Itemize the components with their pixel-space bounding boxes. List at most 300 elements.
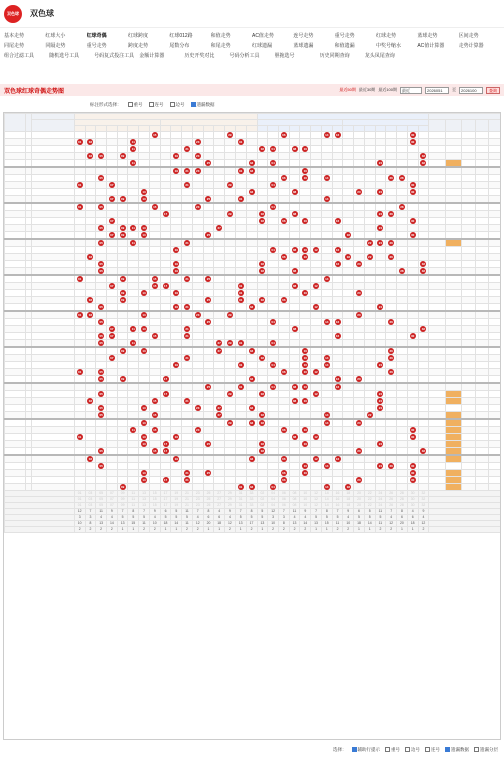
miss-cell [321,146,332,153]
miss-cell [160,225,171,232]
miss-cell [74,412,85,420]
red-ball: 13 [142,190,146,194]
checkbox-icon[interactable] [352,747,357,752]
miss-cell [278,463,289,470]
red-ball: 11 [131,428,135,432]
hit-cell [96,175,107,182]
hit-cell [171,304,182,312]
miss-cell [171,218,182,225]
miss-cell [300,311,311,319]
prediction-cell: 14 [321,491,332,497]
hit-cell [278,297,289,304]
miss-cell [397,412,408,420]
stat-cell: 18 [214,521,225,527]
recent-30-link[interactable]: 最近30期 [358,87,376,92]
span-cell [476,369,489,376]
hit-cell [160,448,171,456]
miss-cell [235,175,246,182]
recent-50-link[interactable]: 最近50期 [339,87,356,92]
bottom-option-edge[interactable]: 边号 [405,747,420,753]
miss-cell [235,441,246,448]
miss-cell [203,369,214,376]
nav-item[interactable]: 红球大小 [45,32,66,39]
miss-cell [343,160,354,168]
hit-cell [332,261,343,268]
miss-cell [149,153,160,160]
red-ball: 20 [357,377,361,381]
checkbox-icon[interactable] [405,747,410,752]
miss-cell [117,146,128,153]
miss-cell [235,218,246,225]
miss-cell [289,203,300,211]
red-ball: 09 [120,377,125,381]
odd-even-ratio-cell [446,419,462,427]
option-consecutive[interactable]: 连号 [149,102,164,108]
miss-cell [289,290,300,297]
odd-even-ratio-cell [446,153,462,160]
size-ratio-cell [429,383,446,391]
miss-cell [418,333,429,340]
nav-item[interactable]: 号码复式投注工具 [94,52,135,59]
period-cell [5,304,26,312]
hit-cell [149,132,160,139]
miss-cell [386,153,397,160]
miss-cell [214,391,225,398]
miss-cell [343,175,354,182]
miss-cell [268,139,279,146]
from-period-input[interactable]: 2026051 [425,87,449,94]
span-cell [476,427,489,434]
miss-cell [311,232,322,240]
red-ball: 31 [238,298,243,302]
nav-item[interactable]: 连号走势 [293,32,314,39]
red-ball: 01 [77,205,82,209]
nav-item[interactable]: AC值计算器 [417,42,445,49]
nav-item[interactable]: 同尾走势 [4,42,25,49]
blue-cell [25,376,32,384]
miss-cell [117,398,128,405]
red-ball: 28 [400,205,404,209]
hit-cell [321,484,332,491]
span-cell [476,419,489,427]
miss-cell [74,376,85,384]
miss-cell [397,146,408,153]
red-ball: 13 [142,435,146,439]
miss-cell [214,283,225,290]
miss-cell [289,132,300,139]
nav-item[interactable]: 蓝球走势 [417,32,438,39]
bottom-option-consecutive[interactable]: 连号 [425,747,440,753]
red-ball: 15 [153,413,157,417]
nav-item[interactable]: 随机选号工具 [49,52,80,59]
prediction-cell: 08 [289,503,300,509]
miss-cell [235,182,246,189]
miss-cell [300,319,311,326]
miss-cell [321,211,332,218]
prediction-cell: 12 [311,497,322,503]
miss-cell [257,239,268,247]
hit-cell [257,218,268,225]
nav-item[interactable]: 区间走势 [458,32,479,39]
miss-cell [74,261,85,268]
red-ball: 26 [389,370,393,374]
sum-cell [462,290,476,297]
red-ball: 32 [421,327,426,331]
miss-cell [171,297,182,304]
miss-cell [407,146,418,153]
miss-cell [182,448,193,456]
miss-cell [386,167,397,175]
table-row [5,297,502,304]
miss-cell [192,362,203,369]
nav-item[interactable]: 红球跨度 [127,32,148,39]
nav-item[interactable]: 重号走势 [86,42,107,49]
nav-item[interactable]: AC值走势 [251,32,274,39]
miss-cell [74,319,85,326]
span-cell [476,196,489,204]
red-ball: 09 [120,154,125,158]
prediction-cell: 06 [278,503,289,509]
hit-cell [128,160,139,168]
miss-cell [321,239,332,247]
draw-numbers-cell [32,326,74,333]
span-cell [476,283,489,290]
miss-cell [311,160,322,168]
nav-item[interactable]: 红球走势 [375,32,396,39]
hit-cell [139,311,150,319]
miss-cell [246,326,257,333]
miss-cell [375,203,386,211]
nav-item[interactable]: 历史同期查询 [319,52,350,59]
miss-cell [214,477,225,484]
miss-cell [311,225,322,232]
red-ball: 03 [88,313,93,317]
red-ball: 05 [99,392,103,396]
hit-cell [268,182,279,189]
ac-cell [488,211,501,218]
miss-cell [332,347,343,355]
table-row [5,254,502,261]
checkbox-icon[interactable] [445,747,450,752]
nav-item[interactable]: 红球012路 [169,32,193,39]
miss-cell [106,319,117,326]
hit-cell [407,333,418,340]
miss-cell [257,311,268,319]
miss-cell [139,427,150,434]
hit-cell [289,383,300,391]
prediction-cell: 12 [311,503,322,509]
miss-cell [203,340,214,348]
red-ball: 33 [249,305,254,309]
miss-cell [397,376,408,384]
miss-cell [74,247,85,254]
checkbox-icon[interactable] [425,747,430,752]
red-ball: 15 [153,205,157,209]
miss-cell [289,347,300,355]
nav-item[interactable]: 基本走势 [4,32,25,39]
hit-cell [225,311,236,319]
prediction-cell: 27 [214,503,225,509]
stat-cell: 8 [321,509,332,515]
miss-cell [375,297,386,304]
period-cell [5,391,26,398]
miss-cell [246,182,257,189]
miss-cell [203,268,214,276]
miss-cell [235,376,246,384]
miss-cell [407,405,418,412]
miss-cell [278,412,289,420]
prediction-cell: 32 [418,497,429,503]
miss-cell [106,383,117,391]
hit-cell [332,383,343,391]
miss-cell [332,239,343,247]
nav-item[interactable]: 和尾走势 [210,42,231,49]
miss-cell [160,304,171,312]
prediction-cell: 08 [289,491,300,497]
stat-cell: 4 [418,515,429,521]
miss-cell [386,247,397,254]
prediction-cell: 32 [418,491,429,497]
hit-cell [321,355,332,362]
miss-cell [375,484,386,491]
ac-cell [488,275,501,283]
query-button[interactable]: 查询 [486,87,500,94]
miss-cell [192,268,203,276]
miss-cell [117,448,128,456]
miss-cell [397,304,408,312]
miss-cell [182,463,193,470]
miss-cell [407,175,418,182]
miss-cell [375,477,386,484]
bottom-option-layer[interactable]: 遗漏分层 [474,747,498,753]
miss-cell [397,355,408,362]
draw-numbers-cell [32,463,74,470]
miss-cell [182,405,193,412]
checkbox-icon[interactable] [385,747,390,752]
table-row [5,160,502,168]
miss-cell [354,268,365,276]
option-repeat[interactable]: 重号 [128,102,143,108]
miss-cell [289,405,300,412]
blue-cell [25,326,32,333]
miss-cell [364,175,375,182]
nav-item[interactable]: 红球遗漏 [251,42,272,49]
hit-cell [235,139,246,146]
bottom-option-missing[interactable]: 遗漏数据 [445,747,469,753]
miss-cell [182,153,193,160]
miss-cell [214,484,225,491]
miss-cell [139,412,150,420]
hit-cell [268,383,279,391]
sum-cell [462,189,476,196]
prediction-cell: 11 [128,497,139,503]
hit-cell [311,391,322,398]
ac-cell [488,247,501,254]
table-row [5,261,502,268]
red-ball: 23 [196,313,200,317]
stat-cell: 2 [182,527,193,533]
trend-table-container[interactable] [3,112,501,740]
nav-item[interactable]: 蓝球遗漏 [293,42,314,49]
span-cell [476,340,489,348]
checkbox-icon[interactable] [191,102,196,107]
hit-cell [289,398,300,405]
miss-cell [214,333,225,340]
ac-cell [488,290,501,297]
nav-item[interactable]: 号码分析工具 [229,52,260,59]
checkbox-icon[interactable] [474,747,479,752]
miss-cell [246,196,257,204]
miss-cell [74,405,85,412]
size-ratio-cell [429,203,446,211]
miss-cell [192,441,203,448]
stat-cell: 6 [354,509,365,515]
ac-cell [488,254,501,261]
period-select[interactable]: 最近 [400,87,422,94]
hit-cell [74,182,85,189]
hit-cell [246,405,257,412]
red-ball: 05 [99,320,103,324]
red-ball: 08 [292,327,297,331]
miss-cell [343,477,354,484]
nav-item[interactable]: 组合过滤工具 [4,52,35,59]
hit-cell [332,132,343,139]
miss-cell [321,203,332,211]
miss-cell [139,398,150,405]
miss-cell [192,463,203,470]
odd-even-ratio-cell [446,362,462,369]
miss-cell [214,297,225,304]
miss-cell [160,434,171,441]
miss-cell [85,347,96,355]
nav-item[interactable]: 重号走势 [334,32,355,39]
nav-item[interactable]: 金额计算器 [139,52,165,59]
miss-cell [139,484,150,491]
miss-cell [74,362,85,369]
red-ball: 21 [185,356,189,360]
miss-cell [300,376,311,384]
nav-item[interactable]: 龙头凤尾查询 [364,52,395,59]
red-ball: 33 [249,349,254,353]
miss-cell [192,412,203,420]
period-cell [5,355,26,362]
period-cell [5,470,26,477]
blue-cell [25,484,32,491]
hit-cell [192,153,203,160]
bottom-option-repeat[interactable]: 重号 [385,747,400,753]
nav-item[interactable]: 和值遗漏 [334,42,355,49]
miss-cell [128,247,139,254]
red-ball: 19 [174,435,178,439]
hit-cell [354,290,365,297]
miss-cell [397,391,408,398]
bottom-option-aux[interactable]: 辅助行提示 [352,747,381,753]
sum-cell [462,283,476,290]
miss-cell [343,355,354,362]
miss-cell [332,340,343,348]
to-period-input[interactable]: 2026100 [459,87,483,94]
miss-cell [225,139,236,146]
checkbox-icon[interactable] [149,102,154,107]
red-ball: 05 [99,269,103,273]
miss-cell [397,326,408,333]
miss-cell [354,225,365,232]
recent-100-link[interactable]: 最近100期 [378,87,397,92]
miss-cell [182,232,193,240]
stat-cell: 2 [246,527,257,533]
nav-item[interactable]: 历史开奖对比 [184,52,215,59]
nav-item[interactable]: 跨度走势 [127,42,148,49]
hit-cell [257,355,268,362]
stat-cell: 20 [203,521,214,527]
option-edge[interactable]: 边号 [170,102,185,108]
nav-item[interactable]: 胆拖选号 [274,52,295,59]
miss-cell [418,391,429,398]
red-ball: 25 [206,197,211,201]
period-cell [5,340,26,348]
period-cell [5,419,26,427]
miss-cell [203,203,214,211]
miss-cell [96,139,107,146]
miss-cell [235,189,246,196]
red-ball: 21 [185,277,189,281]
red-ball: 04 [271,363,275,367]
miss-cell [397,455,408,463]
nav-item[interactable]: 走势计算器 [458,42,484,49]
miss-cell [407,319,418,326]
checkbox-icon[interactable] [128,102,133,107]
hit-cell [139,232,150,240]
ac-cell [488,369,501,376]
miss-cell [149,290,160,297]
stat-cell: 11 [332,521,343,527]
miss-cell [182,160,193,168]
sum-cell [462,261,476,268]
nav-item[interactable]: 同隔走势 [45,42,66,49]
ac-cell [488,283,501,290]
hit-cell [268,203,279,211]
miss-cell [397,434,408,441]
nav-item[interactable]: 中奖号缩水 [375,42,401,49]
stat-cell: 2 [418,527,429,533]
miss-cell [117,218,128,225]
nav-item[interactable]: 尾数分布 [169,42,190,49]
red-ball: 26 [389,320,393,324]
option-missing[interactable]: 遗漏数据 [191,102,215,108]
draw-numbers-cell [32,153,74,160]
miss-cell [354,254,365,261]
nav-item[interactable]: 红球奇偶 [86,32,107,39]
size-ratio-cell [429,455,446,463]
nav-item[interactable]: 和值走势 [210,32,231,39]
miss-cell [96,146,107,153]
stat-cell: 1 [117,527,128,533]
table-row [5,153,502,160]
checkbox-icon[interactable] [170,102,175,107]
miss-cell [289,362,300,369]
red-ball: 07 [110,197,114,201]
hit-cell [160,376,171,384]
odd-even-ratio-cell [446,463,462,470]
hit-cell [375,362,386,369]
red-ball: 29 [228,183,232,187]
odd-even-ratio-cell [446,203,462,211]
miss-cell [74,211,85,218]
red-ball: 30 [410,435,415,439]
hit-cell [407,463,418,470]
blue-cell [25,355,32,362]
red-ball: 05 [99,406,103,410]
